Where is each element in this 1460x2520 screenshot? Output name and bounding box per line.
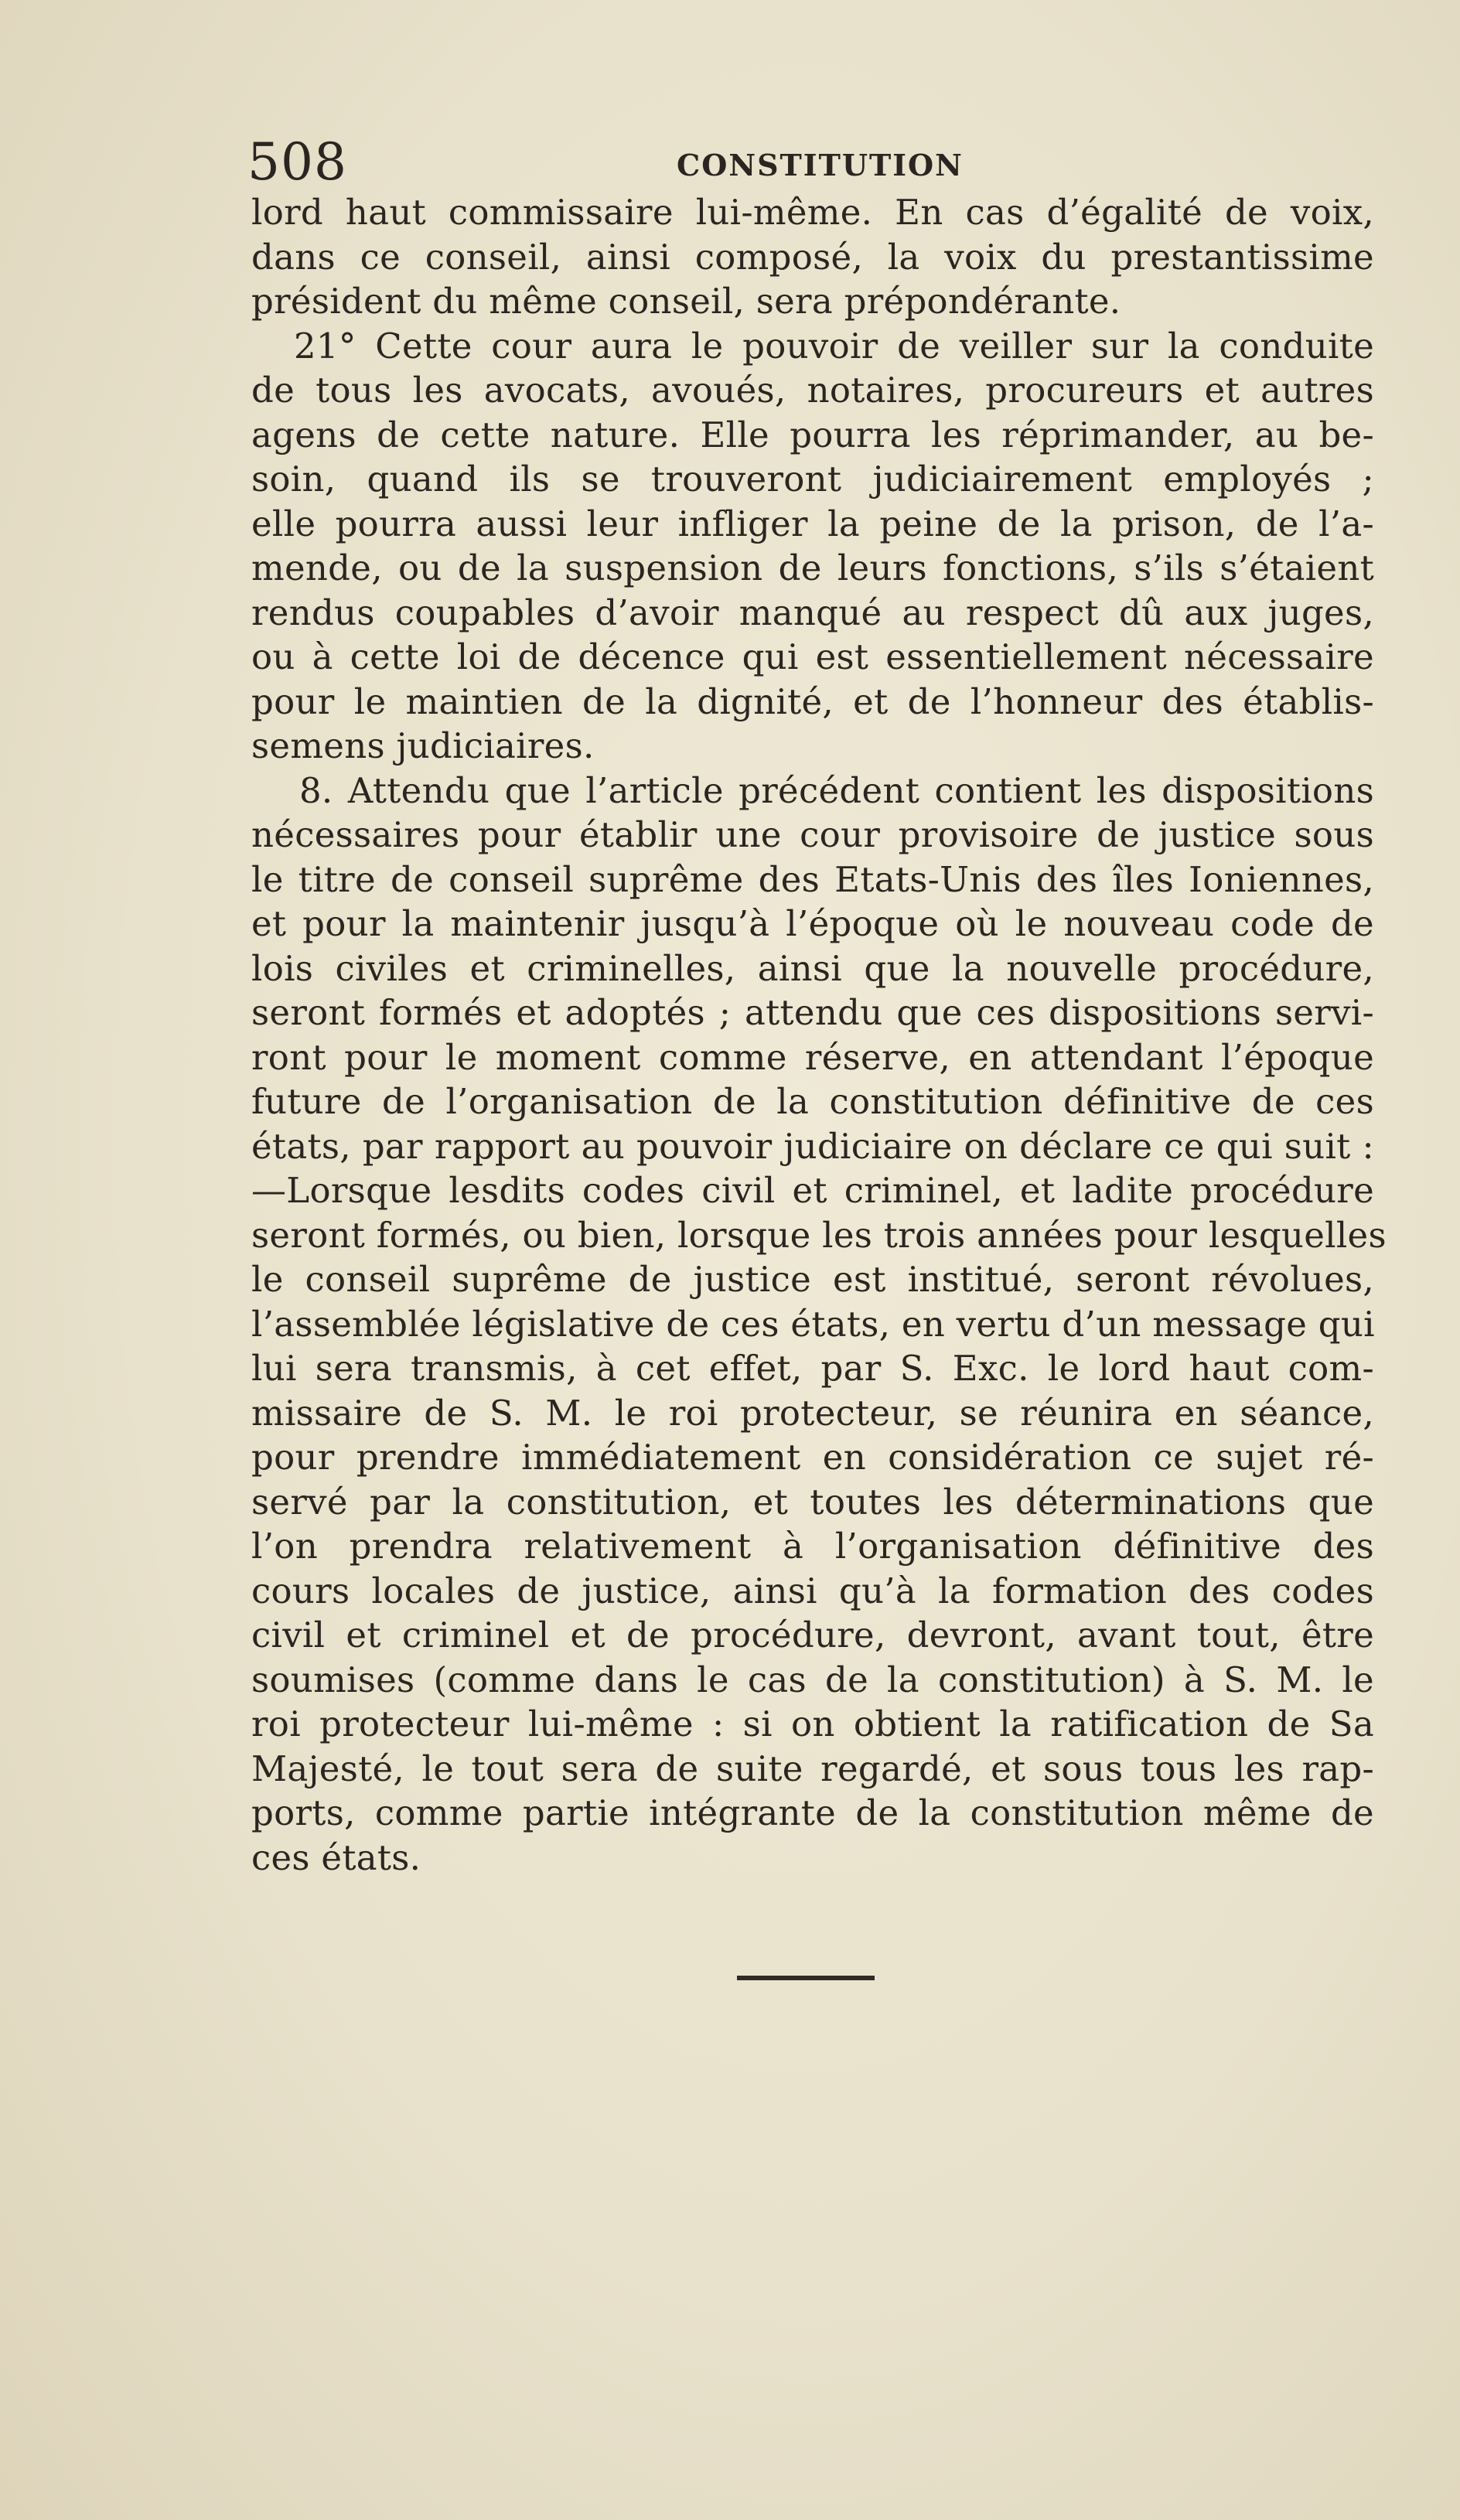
end-rule: [737, 1976, 875, 1980]
text-line: servé par la constitution, et toutes les déterminations que: [251, 1481, 1374, 1523]
text-line: roi protecteur lui-même : si on obtient la ratification de Sa: [251, 1703, 1374, 1744]
text-line: ces états.: [251, 1836, 421, 1878]
text-line: états, par rapport au pouvoir judiciaire on déclare ce qui suit :: [251, 1125, 1374, 1167]
text-line: de tous les avocats, avoués, notaires, procureurs et autres: [251, 370, 1374, 411]
text-line: dans ce conseil, ainsi composé, la voix du prestantissime: [251, 236, 1374, 278]
text-line: mende, ou de la suspension de leurs fonctions, s’ils s’étaient: [251, 547, 1374, 588]
text-line: agens de cette nature. Elle pourra les réprimander, au be-: [251, 414, 1374, 455]
text-line: ports, comme partie intégrante de la constitution même de: [251, 1792, 1374, 1833]
text-line: 21° Cette cour aura le pouvoir de veiller sur la conduite: [294, 325, 1374, 367]
text-line: seront formés, ou bien, lorsque les trois années pour lesquelles: [251, 1214, 1387, 1256]
text-line: civil et criminel et de procédure, devront, avant tout, être: [251, 1615, 1374, 1656]
text-line: future de l’organisation de la constitution définitive de ces: [251, 1081, 1374, 1122]
text-line: ront pour le moment comme réserve, en attendant l’époque: [251, 1036, 1374, 1078]
text-line: pour prendre immédiatement en considération ce sujet ré-: [251, 1437, 1374, 1478]
text-line: rendus coupables d’avoir manqué au respect dû aux juges,: [251, 592, 1374, 633]
text-line: 8. Attendu que l’article précédent contient les dispositions: [299, 769, 1374, 811]
page-header: [247, 131, 1376, 193]
text-line: l’on prendra relativement à l’organisation définitive des: [251, 1526, 1374, 1567]
text-line: missaire de S. M. le roi protecteur, se réunira en séance,: [251, 1392, 1374, 1434]
text-line: pour le maintien de la dignité, et de l’honneur des établis-: [251, 680, 1374, 722]
text-line: l’assemblée législative de ces états, en vertu d’un message qui: [251, 1303, 1375, 1345]
text-line: président du même conseil, sera prépondérante.: [251, 281, 1121, 322]
text-line: soumises (comme dans le cas de la constitution) à S. M. le: [251, 1659, 1374, 1700]
text-line: —Lorsque lesdits codes civil et criminel, et ladite procédure: [251, 1170, 1374, 1211]
page-number: 508: [247, 132, 347, 192]
text-line: soin, quand ils se trouveront judiciairement employés ;: [251, 459, 1374, 500]
text-line: ou à cette loi de décence qui est essentiellement nécessaire: [251, 636, 1374, 677]
text-line: cours locales de justice, ainsi qu’à la formation des codes: [251, 1570, 1374, 1611]
text-line: semens judiciaires.: [251, 725, 595, 766]
running-title: CONSTITUTION: [677, 148, 964, 182]
text-line: lord haut commissaire lui-même. En cas d’égalité de voix,: [251, 192, 1374, 233]
text-line: elle pourra aussi leur infliger la peine de la prison, de l’a-: [251, 503, 1374, 544]
text-line: le conseil suprême de justice est institué, seront révolues,: [251, 1259, 1374, 1300]
text-line: seront formés et adoptés ; attendu que ces dispositions servi-: [251, 992, 1374, 1033]
text-line: le titre de conseil suprême des Etats-Unis des îles Ioniennes,: [251, 858, 1374, 900]
text-line: et pour la maintenir jusqu’à l’époque où le nouveau code de: [251, 903, 1374, 944]
text-line: lois civiles et criminelles, ainsi que la nouvelle procédure,: [251, 947, 1374, 989]
text-line: Majesté, le tout sera de suite regardé, et sous tous les rap-: [251, 1748, 1374, 1789]
body-text: [251, 190, 1387, 1880]
text-line: lui sera transmis, à cet effet, par S. Exc. le lord haut com-: [251, 1348, 1374, 1389]
text-line: nécessaires pour établir une cour provisoire de justice sous: [251, 814, 1374, 855]
